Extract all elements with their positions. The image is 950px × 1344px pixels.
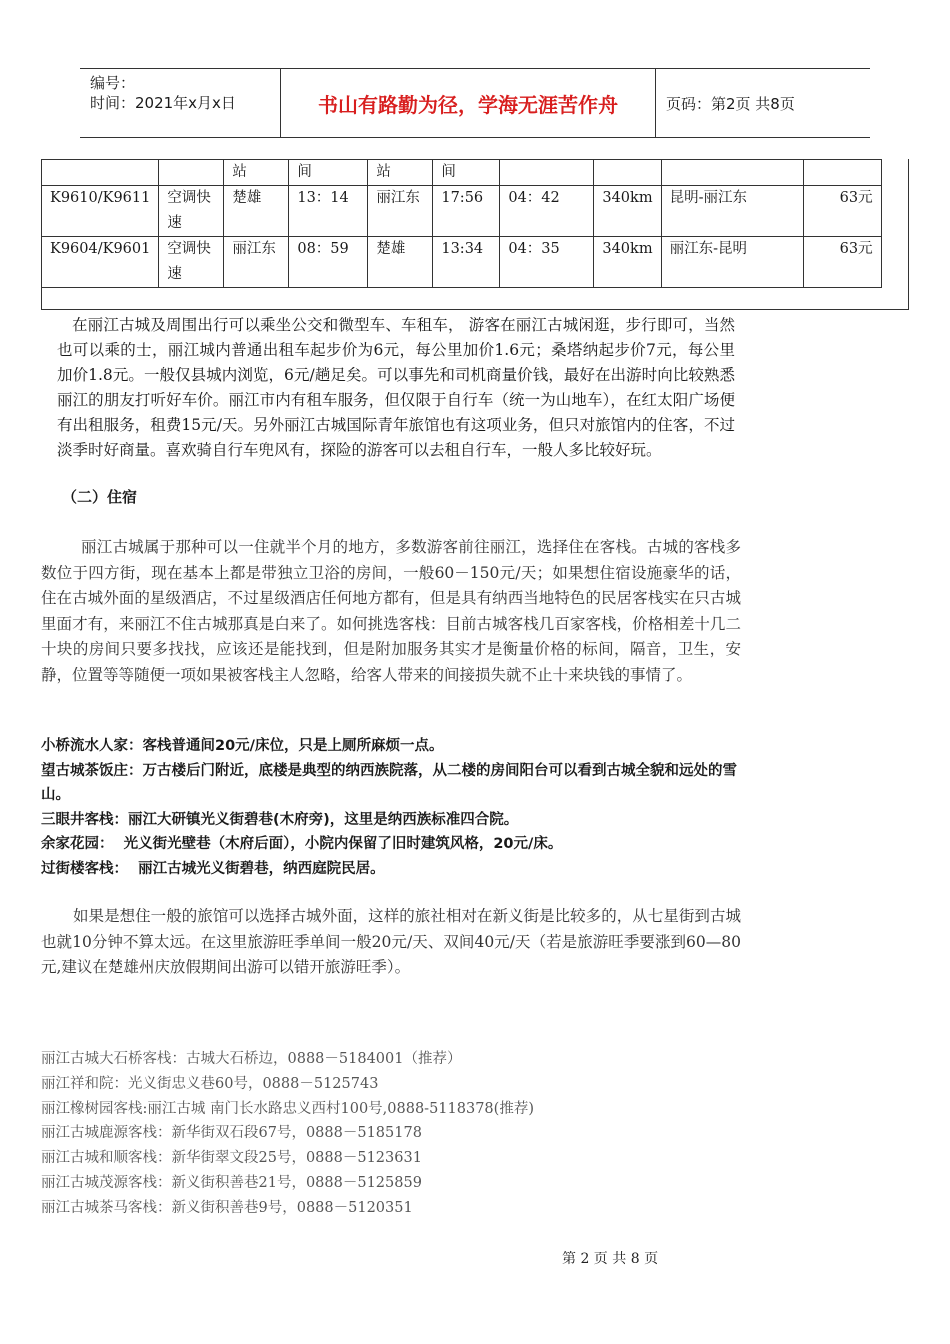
list-item: 望古城茶饭庄：万古楼后门附近，底楼是典型的纳西族院落，从二楼的房间阳台可以看到古城全貌和远处的雪山。 xyxy=(41,762,737,803)
header-meta xyxy=(80,69,281,137)
contact-list xyxy=(41,1047,534,1221)
list-item: 丽江古城和顺客栈：新华街翠文段25号，0888－5123631 xyxy=(41,1150,422,1167)
table-row xyxy=(42,237,882,288)
arrive-time: 17:56 xyxy=(433,186,500,237)
date-label: 时间：2021年x月x日 xyxy=(90,94,236,112)
route: 丽江东-昆明 xyxy=(661,237,803,288)
list-item: 丽江橡树园客栈:丽江古城 南门长水路忠义西村100号,0888-5118378(推荐) xyxy=(41,1100,534,1117)
table-header-row xyxy=(42,160,882,186)
budget-paragraph: 如果是想住一般的旅馆可以选择古城外面，这样的旅社相对在新义街是比较多的，从七星街到古城也就10分钟不算太远。在这里旅游旺季单间一般20元/天、双间40元/天（若是旅游旺季要涨到60—80元,建议在楚雄州庆放假期间出游可以错开旅游旺季）。 xyxy=(41,907,741,976)
table-cell xyxy=(661,160,803,186)
table-cell xyxy=(42,160,159,186)
distance: 340km xyxy=(594,237,661,288)
page-header xyxy=(80,68,870,138)
list-item: 丽江祥和院：光义街忠义巷60号，0888－5125743 xyxy=(41,1075,379,1092)
table-cell: 站 xyxy=(224,160,289,186)
arrive-station: 丽江东 xyxy=(368,186,433,237)
header-motto: 书山有路勤为径，学海无涯苦作舟 xyxy=(281,69,656,137)
header-page-number: 页码：第2页 共8页 xyxy=(666,94,795,113)
table-cell xyxy=(594,160,661,186)
list-item: 丽江古城鹿源客栈：新华街双石段67号，0888－5185178 xyxy=(41,1125,422,1142)
table-cell: 站 xyxy=(368,160,433,186)
table-cell xyxy=(500,160,594,186)
table-row xyxy=(42,186,882,237)
price: 63元 xyxy=(803,186,881,237)
train-number: K9604/K9601 xyxy=(42,237,159,288)
list-item: 三眼井客栈：丽江大研镇光义街碧巷(木府旁)，这里是纳西族标准四合院。 xyxy=(41,811,519,828)
distance: 340km xyxy=(594,186,661,237)
arrive-time: 13:34 xyxy=(433,237,500,288)
table-cell xyxy=(159,160,224,186)
list-item: 丽江古城茂源客栈：新义街积善巷21号，0888－5125859 xyxy=(41,1174,422,1191)
duration: 04：42 xyxy=(500,186,594,237)
train-schedule-table xyxy=(41,159,882,288)
depart-station: 丽江东 xyxy=(224,237,289,288)
section-heading: （二）住宿 xyxy=(62,488,138,506)
route: 昆明-丽江东 xyxy=(661,186,803,237)
table-cell: 间 xyxy=(289,160,368,186)
list-item: 丽江古城茶马客栈：新义街积善巷9号，0888－5120351 xyxy=(41,1199,413,1216)
train-type: 空调快速 xyxy=(159,186,224,237)
train-type: 空调快速 xyxy=(159,237,224,288)
lodging-paragraph: 丽江古城属于那种可以一住就半个月的地方，多数游客前往丽江，选择住在客栈。古城的客栈多数位于四方街，现在基本上都是带独立卫浴的房间，一般60－150元/天；如果想住宿设施豪华的话，住在古城外面的星级酒店，不过星级酒店任何地方都有，但是具有纳西当地特色的民居客栈实在只古城里面才有，来丽江不住古城那真是白来了。如何挑选客栈：目前古城客栈几百家客栈，价格相差十几二十块的房间只要多找找，应该还是能找到，但是附加服务其实才是衡量价格的标间，隔音，卫生，安静，位置等等随便一项如果被客栈主人忽略，给客人带来的间接损失就不止十来块钱的事情了。 xyxy=(41,538,741,684)
table-cell xyxy=(803,160,881,186)
page-footer: 第 2 页 共 8 页 xyxy=(562,1251,659,1267)
depart-time: 13：14 xyxy=(289,186,368,237)
number-label: 编号： xyxy=(90,74,136,92)
train-number: K9610/K9611 xyxy=(42,186,159,237)
depart-time: 08：59 xyxy=(289,237,368,288)
table-cell: 间 xyxy=(433,160,500,186)
duration: 04：35 xyxy=(500,237,594,288)
list-item: 丽江古城大石桥客栈：古城大石桥边，0888－5184001（推荐） xyxy=(41,1051,462,1067)
inn-list xyxy=(41,734,741,881)
list-item: 小桥流水人家：客栈普通间20元/床位，只是上厕所麻烦一点。 xyxy=(41,738,444,754)
arrive-station: 楚雄 xyxy=(368,237,433,288)
transport-paragraph: 在丽江古城及周围出行可以乘坐公交和微型车、车租车， 游客在丽江古城闲逛，步行即可，当然也可以乘的士，丽江城内普通出租车起步价为6元，每公里加价1.6元；桑塔纳起步价7元，每公里加价1.8元。一般仅县城内浏览，6元/趟足矣。可以事先和司机商量价钱，最好在出游时向比较熟悉丽江的朋友打听好车价。丽江市内有租车服务，但仅限于自行车（统一为山地车），在红太阳广场便有出租服务，租费15元/天。另外丽江古城国际青年旅馆也有这项业务，但只对旅馆内的住客，不过淡季时好商量。喜欢骑自行车兜风有，探险的游客可以去租自行车，一般人多比较好玩。 xyxy=(57,316,735,459)
price: 63元 xyxy=(803,237,881,288)
list-item: 过街楼客栈： 丽江古城光义街碧巷，纳西庭院民居。 xyxy=(41,860,385,877)
list-item: 余家花园： 光义街光壁巷（木府后面），小院内保留了旧时建筑风格，20元/床。 xyxy=(41,836,563,852)
depart-station: 楚雄 xyxy=(224,186,289,237)
